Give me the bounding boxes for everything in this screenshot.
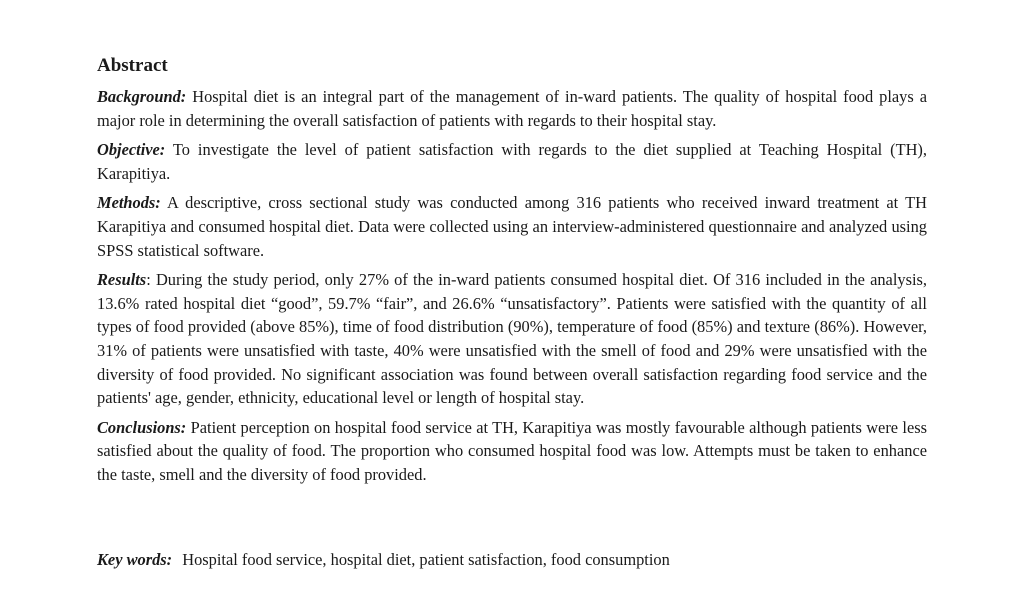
- conclusions-paragraph: [97, 416, 927, 487]
- methods-label: Methods:: [97, 193, 161, 213]
- background-label: Background:: [97, 87, 187, 106]
- conclusions-text: Patient perception on hospital food service at TH, Karapitiya was mostly favourable although patients were less satisfied about the quality of food. The proportion who consumed hospital food was low. Attempts must be taken to enhance the taste, smell and the diversity of food provided.: [97, 417, 927, 484]
- objective-paragraph: [97, 138, 927, 185]
- background-paragraph: [97, 85, 927, 132]
- background-text: Hospital diet is an integral part of the management of in-ward patients. The quality of hospital food plays a major role in determining the overall satisfaction of patients with regards to their hospital stay.: [97, 87, 927, 130]
- methods-paragraph: [97, 191, 927, 262]
- keywords-label: Key words:: [97, 550, 173, 569]
- abstract-block: [97, 54, 927, 493]
- objective-text: To investigate the level of patient satisfaction with regards to the diet supplied at Teaching Hospital (TH), Karapitiya.: [97, 140, 927, 183]
- keywords-text: Hospital food service, hospital diet, patient satisfaction, food consumption: [182, 550, 670, 569]
- conclusions-label: Conclusions:: [97, 417, 187, 437]
- results-label: Results: [97, 270, 147, 290]
- results-text: : During the study period, only 27% of the in-ward patients consumed hospital diet. Of 316 included in the analysis, 13.6% rated hospital diet “good”, 59.7% “fair”, and 26.6% “unsatisfactory”. Patients were satisfied with the quantity of all types of food provided (above 85%), time of food distribution (90%), temperature of food (85%) and texture (86%). However, 31% of patients were unsatisfied with taste, 40% were unsatisfied with the smell of food and 29% were unsatisfied with the diversity of food provided. No significant association was found between overall satisfaction regarding food service and the patients' age, gender, ethnicity, educational level or length of hospital stay.: [97, 270, 927, 408]
- methods-text: A descriptive, cross sectional study was conducted among 316 patients who received inward treatment at TH Karapitiya and consumed hospital diet. Data were collected using an interview-administered questionnaire and analyzed using SPSS statistical software.: [97, 193, 927, 260]
- keywords-line: [97, 548, 670, 572]
- abstract-heading: Abstract: [97, 55, 168, 76]
- results-paragraph: [97, 268, 927, 410]
- objective-label: Objective:: [97, 140, 166, 160]
